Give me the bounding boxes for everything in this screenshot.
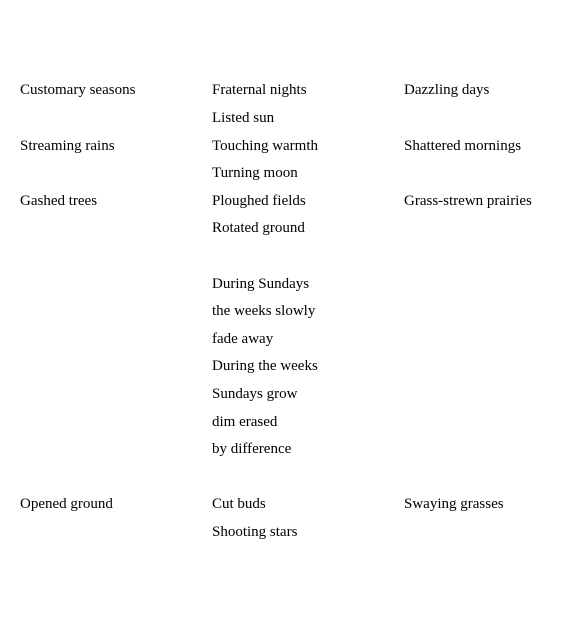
poem-line: Touching warmth xyxy=(212,138,319,154)
poem-line: Fraternal nights xyxy=(212,82,307,98)
poem-line: Sundays grow xyxy=(212,386,298,402)
poem-line: Streaming rains xyxy=(20,138,115,154)
poem-line: Turning moon xyxy=(212,165,298,181)
poem-line: Rotated ground xyxy=(212,220,305,236)
poem-line: Dazzling days xyxy=(404,82,490,98)
poem-line: Cut buds xyxy=(212,496,266,512)
poem-line: Opened ground xyxy=(20,496,113,512)
poem-line: During Sundays xyxy=(212,276,310,292)
poem-line: dim erased xyxy=(212,414,278,430)
poem-line: the weeks slowly xyxy=(212,303,316,319)
poem-line: Shattered mornings xyxy=(404,138,522,154)
poem-line: Listed sun xyxy=(212,110,275,126)
poem-line: During the weeks xyxy=(212,358,318,374)
poem-line: Grass-strewn prairies xyxy=(404,193,532,209)
poem-line: Ploughed fields xyxy=(212,193,306,209)
poem-line: Gashed trees xyxy=(20,193,98,209)
poem-line: Shooting stars xyxy=(212,524,298,540)
poem-line: Customary seasons xyxy=(20,82,136,98)
poem-line: by difference xyxy=(212,441,292,457)
poem-line: Swaying grasses xyxy=(404,496,504,512)
poem-line: fade away xyxy=(212,331,274,347)
